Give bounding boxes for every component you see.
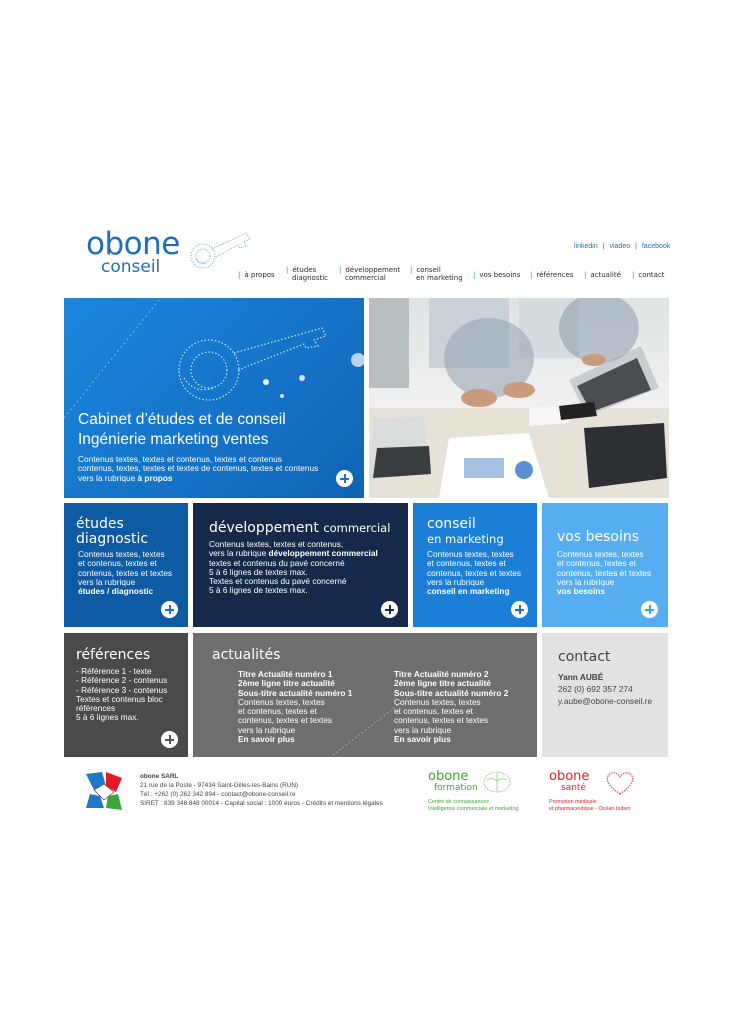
social-links: linkedin | viadeo | facebook [574,243,671,250]
hero-tile[interactable] [64,298,364,498]
commercial-title: commercial [323,521,391,535]
etudes-title: études [76,516,124,532]
nav-item-references[interactable]: | références [530,271,574,279]
facebook-link[interactable]: facebook [641,243,671,250]
vos-besoins-title: vos besoins [557,529,640,545]
en-marketing-title: en marketing [427,532,504,546]
diagnostic-title: diagnostic [76,531,149,547]
etudes-diagnostic-tile[interactable] [64,503,188,627]
actualites-tile[interactable] [193,633,537,757]
references-body: - Référence 1 - texte - Référence 2 - contenus - Référence 3 - contenus Textes et contenus bloc références 5 à 6 lignes max. [76,666,168,723]
vos-besoins-tile[interactable] [542,503,668,627]
dev-body: Contenus textes, textes et contenus, vers la rubrique développement commercial textes et contenus du pavé concerné 5 à 6 lignes de textes max. Textes et contenus du pavé concerné 5 à 6 lignes de textes max. [209,539,378,596]
obone-sarl-logo-icon [82,770,126,812]
hero-body: Contenus textes, textes et contenus, textes et contenus contenus, textes, textes et textes de contenus, textes et contenus vers la rubrique à propos [78,454,319,483]
nav-item-developpement-commercial[interactable]: | développement commercial [339,266,401,282]
contact-title: contact [558,649,611,665]
footer-company-info: obone SARL 21 rue de la Poste - 97434 Saint-Gilles-les-Bains (RUN) Tél : +262 (0) 262 342 894 - contact@obone-conseil.re SIRET : 839 346 848 00014 - Capital social : 1000 euros - Crédits et mentions légales [140,773,383,807]
references-title: références [76,647,151,663]
logo-conseil[interactable]: conseil [101,257,161,277]
formation-tagline: Centre de connaissances Intelligence commerciale et marketing [428,799,519,812]
actualite-2-more-link[interactable]: En savoir plus [394,734,451,745]
nav-item-contact[interactable]: | contact [632,271,665,279]
contact-phone: 262 (0) 692 357 274 [558,684,633,694]
heart-icon [604,770,636,796]
conseil-marketing-tile[interactable] [413,503,537,627]
contact-body [558,671,652,707]
actualite-1-more-link[interactable]: En savoir plus [238,734,295,745]
nav-item-conseil-marketing[interactable]: | conseil en marketing [410,266,463,282]
viadeo-link[interactable]: viadeo [609,243,631,250]
contact-email[interactable]: y.aube@obone-conseil.re [558,696,653,706]
references-tile[interactable] [64,633,188,757]
obone-sante-logo[interactable]: obone santé [549,769,590,793]
nav-item-a-propos[interactable]: | à propos [238,271,275,279]
sante-tagline: Promotion médicale et pharmaceutique - Océan Indien [549,799,631,812]
hero-title-line2: Ingénierie marketing ventes [78,431,269,448]
contact-name: Yann AUBÉ [558,672,604,682]
actualite-item-1[interactable]: Titre Actualité numéro 1 2ème ligne titre actualité Sous-titre actualité numéro 1 Contenus textes, textes et contenus, textes et contenus, textes et textes vers la rubrique En savoir plus [238,669,353,745]
vos-besoins-body: Contenus textes, textes et contenus, textes et contenus, textes et textes vers la rubrique vos besoins [557,549,652,597]
laptop-meeting-photo-icon [369,298,669,498]
references-more-plus-icon[interactable] [161,731,178,748]
nav-item-etudes-diagnostic[interactable]: | études diagnostic [286,266,329,282]
hero-more-plus-icon[interactable] [336,470,353,487]
actualite-item-2[interactable]: Titre Actualité numéro 2 2ème ligne titre actualité Sous-titre actualité numéro 2 Contenus textes, textes et contenus, textes et contenus, textes et textes vers la rubrique En savoir plus [394,669,509,745]
nav-item-vos-besoins[interactable]: | vos besoins [473,271,521,279]
nav-item-actualite[interactable]: | actualité [584,271,621,279]
developpement-commercial-tile[interactable] [193,503,408,627]
logo-obone[interactable]: obone [86,226,180,262]
developpement-title: développement [209,520,319,536]
linkedin-link[interactable]: linkedin [574,243,598,250]
obone-formation-logo[interactable]: obone formation [428,769,478,793]
footer-legal[interactable]: SIRET : 839 346 848 00014 - Capital social : 1000 euros - Crédits et mentions légales [140,800,383,807]
vos-besoins-more-plus-icon[interactable] [641,601,658,618]
brain-icon [482,770,512,794]
etudes-body: Contenus textes, textes et contenus, textes et contenus, textes et textes vers la rubrique études / diagnostic [78,549,173,597]
actualites-title: actualités [212,647,281,663]
contact-tile[interactable] [542,633,668,757]
etudes-more-plus-icon[interactable] [161,601,178,618]
conseil-more-plus-icon[interactable] [511,601,528,618]
conseil-body: Contenus textes, textes et contenus, textes et contenus, textes et textes vers la rubrique conseil en marketing [427,549,522,597]
hero-title-line1: Cabinet d’études et de conseil [78,411,286,428]
dev-more-plus-icon[interactable] [381,601,398,618]
footer-company-name: obone SARL [140,773,179,780]
hero-photo [369,298,669,498]
conseil-title: conseil [427,516,476,532]
